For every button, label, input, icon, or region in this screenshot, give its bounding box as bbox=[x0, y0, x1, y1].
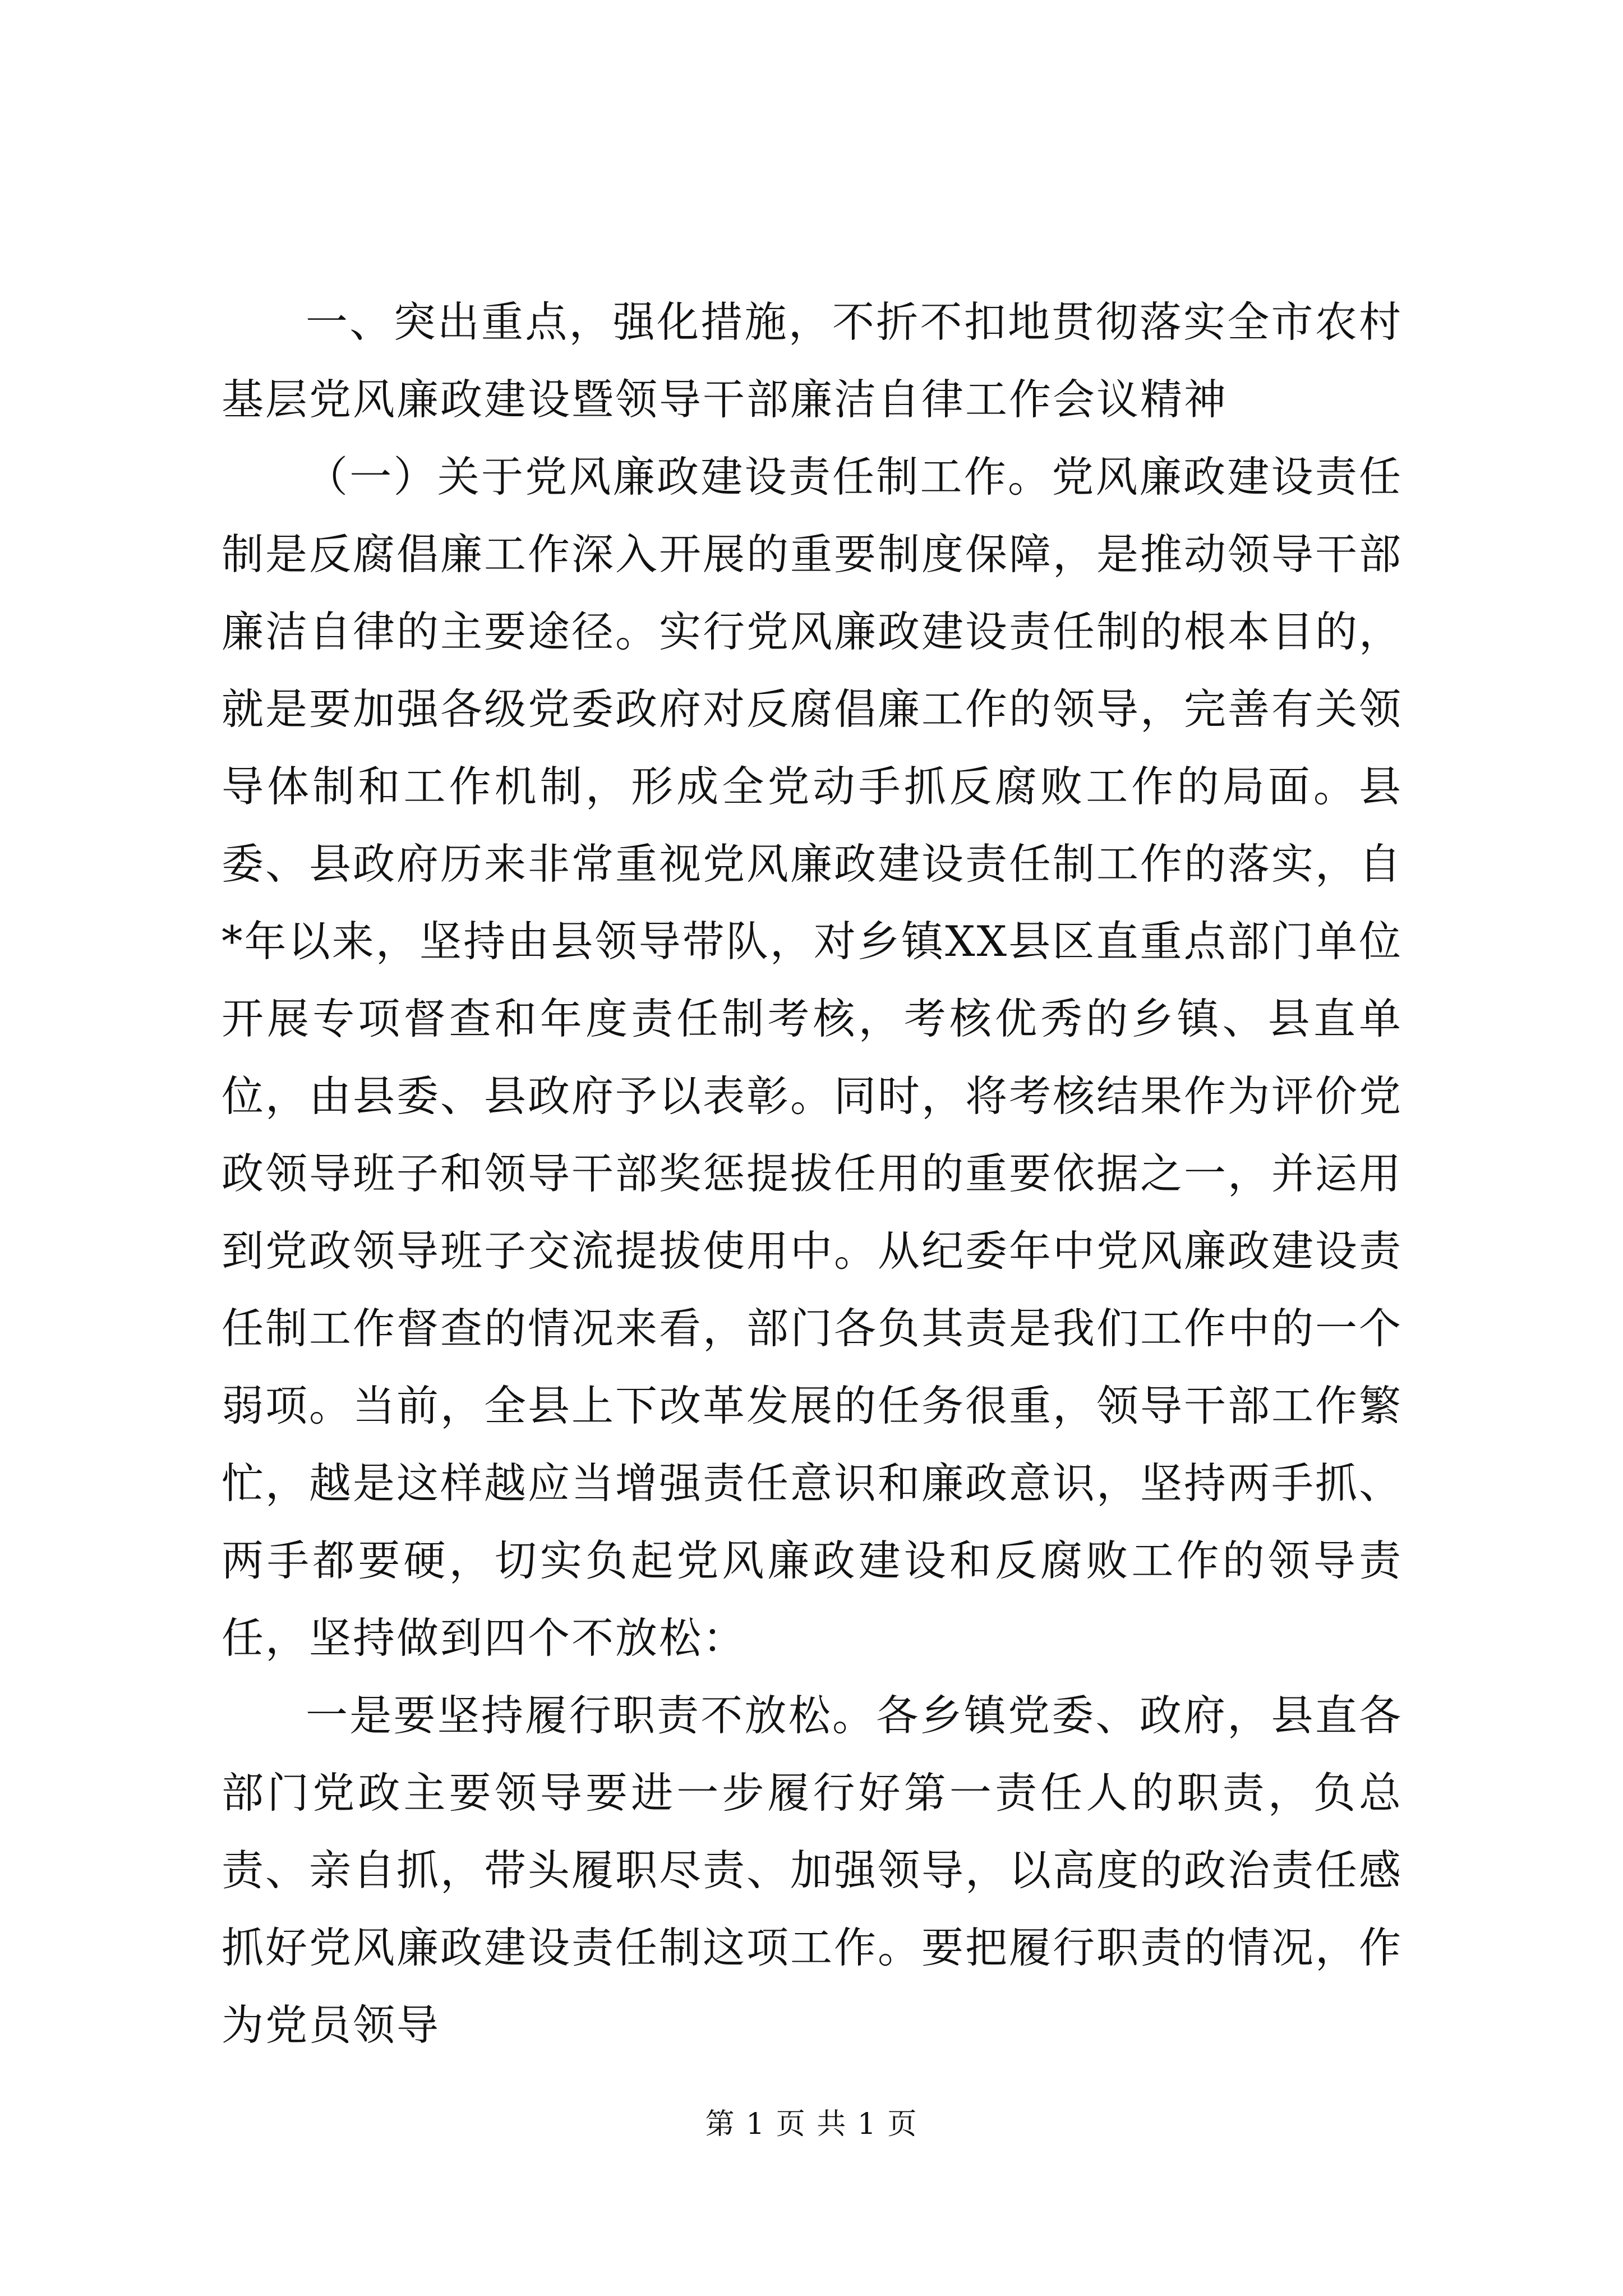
document-body bbox=[222, 283, 1403, 2064]
page-footer: 第 1 页 共 1 页 bbox=[705, 2108, 918, 2141]
section-heading: 一、突出重点，强化措施，不折不扣地贯彻落实全市农村基层党风廉政建设暨领导干部廉洁自律工作会议精神 bbox=[222, 297, 1403, 424]
paragraph-responsibility-system: （一）关于党风廉政建设责任制工作。党风廉政建设责任制是反腐倡廉工作深入开展的重要制度保障，是推动领导干部廉洁自律的主要途径。实行党风廉政建设责任制的根本目的，就是要加强各级党委政府对反腐倡廉工作的领导，完善有关领导体制和工作机制，形成全党动手抓反腐败工作的局面。县委、县政府历来非常重视党风廉政建设责任制工作的落实，自*年以来，坚持由县领导带队，对乡镇XX县区直重点部门单位开展专项督查和年度责任制考核，考核优秀的乡镇、县直单位，由县委、县政府予以表彰。同时，将考核结果作为评价党政领导班子和领导干部奖惩提拔任用的重要依据之一，并运用到党政领导班子交流提拔使用中。从纪委年中党风廉政建设责任制工作督查的情况来看，部门各负其责是我们工作中的一个弱项。当前，全县上下改革发展的任务很重，领导干部工作繁忙，越是这样越应当增强责任意识和廉政意识，坚持两手抓、两手都要硬，切实负起党风廉政建设和反腐败工作的领导责任，坚持做到四个不放松： bbox=[222, 452, 1403, 1663]
paragraph-duty-performance: 一是要坚持履行职责不放松。各乡镇党委、政府，县直各部门党政主要领导要进一步履行好第一责任人的职责，负总责、亲自抓，带头履职尽责、加强领导，以高度的政治责任感抓好党风廉政建设责任制这项工作。要把履行职责的情况，作为党员领导 bbox=[222, 1691, 1403, 2050]
